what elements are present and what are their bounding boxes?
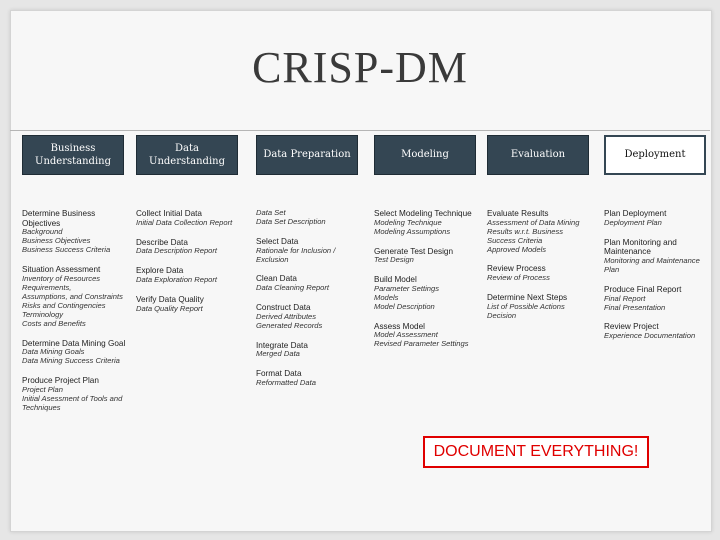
phase-task-list bbox=[487, 209, 593, 321]
task-output: Costs and Benefits bbox=[22, 318, 86, 328]
task-output: Decision bbox=[487, 310, 517, 320]
task-output: Data Quality Report bbox=[136, 303, 203, 313]
task-output: Rationale for Inclusion / Exclusion bbox=[256, 245, 336, 264]
task-block bbox=[487, 293, 593, 321]
task-title: Determine Data Mining Goal bbox=[22, 338, 126, 348]
task-block bbox=[604, 285, 710, 313]
task-title: Produce Project Plan bbox=[22, 376, 99, 386]
task-output: Data Description Report bbox=[136, 246, 218, 256]
phase-header: Modeling bbox=[374, 135, 476, 175]
task-output: Deployment Plan bbox=[604, 217, 662, 227]
task-title: Situation Assessment bbox=[22, 265, 101, 275]
task-block bbox=[374, 275, 480, 312]
task-output: Assessment of Data Mining Results w.r.t. Business Success Criteria bbox=[487, 217, 580, 245]
phase-column-5 bbox=[487, 135, 593, 331]
task-title: Describe Data bbox=[136, 237, 188, 247]
task-block bbox=[256, 303, 362, 331]
task-block bbox=[22, 265, 128, 328]
task-output: Merged Data bbox=[256, 349, 300, 359]
phase-column-3 bbox=[256, 135, 362, 398]
task-title: Collect Initial Data bbox=[136, 209, 202, 218]
task-title: Produce Final Report bbox=[604, 284, 682, 294]
task-block bbox=[256, 341, 362, 360]
task-block bbox=[22, 376, 128, 413]
phase-header: Data Preparation bbox=[256, 135, 358, 175]
task-block bbox=[604, 209, 710, 228]
task-output: Initial Data Collection Report bbox=[136, 217, 233, 227]
phase-header: Data Understanding bbox=[136, 135, 238, 175]
task-title: Plan Deployment bbox=[604, 209, 667, 218]
task-output: Derived Attributes bbox=[256, 311, 317, 321]
task-title: Select Modeling Technique bbox=[374, 209, 472, 218]
task-output: Model Description bbox=[374, 301, 435, 311]
task-output: Approved Models bbox=[487, 244, 547, 254]
task-block bbox=[22, 209, 128, 255]
task-block bbox=[256, 274, 362, 293]
task-output: Generated Records bbox=[256, 320, 323, 330]
task-output: Modeling Assumptions bbox=[374, 226, 451, 236]
task-title: Assess Model bbox=[374, 321, 425, 331]
task-block bbox=[374, 247, 480, 266]
task-output: Business Objectives bbox=[22, 236, 91, 246]
task-output: Business Success Criteria bbox=[22, 245, 111, 255]
task-output: Risks and Contingencies bbox=[22, 300, 106, 310]
phase-header: Deployment bbox=[604, 135, 706, 175]
task-output: Monitoring and Maintenance Plan bbox=[604, 255, 700, 274]
task-title: Explore Data bbox=[136, 266, 184, 276]
task-block bbox=[604, 238, 710, 275]
document-everything-callout: DOCUMENT EVERYTHING! bbox=[423, 436, 649, 468]
task-title: Construct Data bbox=[256, 303, 311, 313]
task-output: Model Assessment bbox=[374, 330, 438, 340]
task-block bbox=[136, 209, 242, 228]
task-output: Terminology bbox=[22, 309, 64, 319]
task-block bbox=[22, 339, 128, 367]
task-title: Determine Business Objectives bbox=[22, 209, 96, 228]
task-title: Plan Monitoring and Maintenance bbox=[604, 237, 677, 257]
task-output: List of Possible Actions bbox=[487, 301, 565, 311]
task-block bbox=[604, 322, 710, 341]
task-output: Final Report bbox=[604, 293, 646, 303]
task-title: Generate Test Design bbox=[374, 246, 454, 256]
slide-title: CRISP-DM bbox=[252, 43, 468, 92]
task-block bbox=[487, 209, 593, 254]
phase-header: Evaluation bbox=[487, 135, 589, 175]
phase-task-list bbox=[136, 209, 242, 314]
task-output: Parameter Settings bbox=[374, 283, 439, 293]
phase-column-1 bbox=[22, 135, 128, 423]
task-block bbox=[256, 369, 362, 388]
task-title: Select Data bbox=[256, 236, 299, 246]
task-output: Test Design bbox=[374, 255, 414, 265]
task-output: Data Exploration Report bbox=[136, 274, 218, 284]
task-output: Experience Documentation bbox=[604, 331, 696, 341]
phase-header: Business Understanding bbox=[22, 135, 124, 175]
task-output: Final Presentation bbox=[604, 302, 666, 312]
task-output: Data Mining Success Criteria bbox=[22, 356, 120, 366]
task-output: Review of Process bbox=[487, 273, 550, 283]
phase-task-list bbox=[22, 209, 128, 413]
phase-column-6 bbox=[604, 135, 710, 351]
task-block bbox=[487, 264, 593, 283]
task-output: Modeling Technique bbox=[374, 217, 442, 227]
task-output: Background bbox=[22, 227, 63, 237]
task-block bbox=[256, 237, 362, 265]
task-title: Evaluate Results bbox=[487, 209, 549, 218]
task-title: Build Model bbox=[374, 275, 417, 285]
phase-task-list bbox=[374, 209, 480, 349]
phase-column-4 bbox=[374, 135, 480, 359]
task-output: Data Mining Goals bbox=[22, 347, 85, 357]
task-output: Initial Asessment of Tools and Techniques bbox=[22, 393, 123, 412]
task-output: Inventory of Resources Requirements, bbox=[22, 273, 101, 292]
task-output: Project Plan bbox=[22, 384, 63, 394]
task-block bbox=[374, 209, 480, 237]
task-title: Verify Data Quality bbox=[136, 294, 204, 304]
task-output: Models bbox=[374, 292, 399, 302]
task-block bbox=[136, 295, 242, 314]
phase-task-list bbox=[256, 209, 362, 388]
task-output: Data Set bbox=[256, 208, 286, 217]
task-output: Data Cleaning Report bbox=[256, 283, 330, 293]
task-output: Reformatted Data bbox=[256, 377, 316, 387]
task-title: Review Process bbox=[487, 264, 546, 274]
task-output: Revised Parameter Settings bbox=[374, 339, 469, 349]
task-output: Data Set Description bbox=[256, 216, 326, 226]
task-title: Determine Next Steps bbox=[487, 293, 568, 303]
task-block bbox=[136, 238, 242, 257]
task-title: Clean Data bbox=[256, 274, 297, 284]
phase-task-list bbox=[604, 209, 710, 341]
task-title: Format Data bbox=[256, 369, 302, 379]
task-title: Review Project bbox=[604, 322, 659, 332]
task-block bbox=[374, 322, 480, 350]
task-output: Assumptions, and Constraints bbox=[22, 291, 123, 301]
phase-column-2 bbox=[136, 135, 242, 324]
task-block bbox=[136, 266, 242, 285]
task-title: Integrate Data bbox=[256, 340, 308, 350]
task-block bbox=[256, 209, 362, 227]
title-divider bbox=[10, 130, 710, 131]
